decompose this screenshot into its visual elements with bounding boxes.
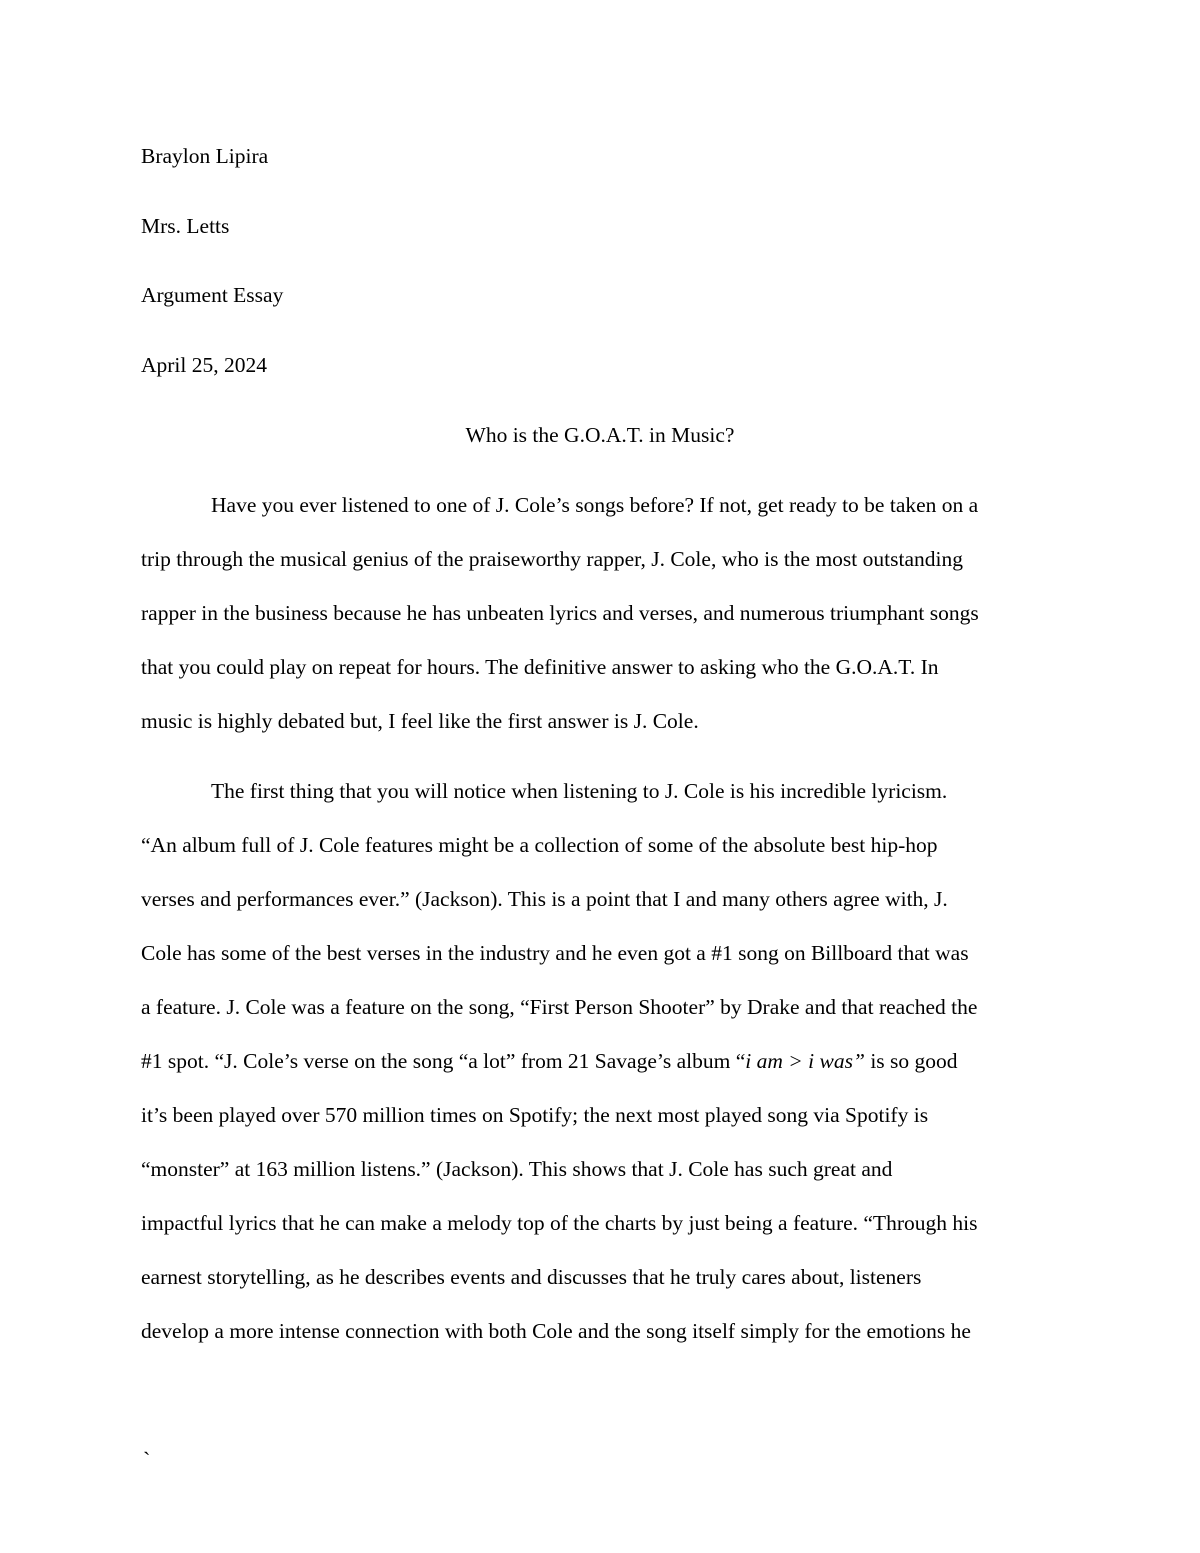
paragraph-2-line: The first thing that you will notice when listening to J. Cole is his incredible lyricism. xyxy=(211,779,948,803)
album-title-italic: i am > i was” xyxy=(745,1049,865,1073)
paragraph-2-line: “An album full of J. Cole features might be a collection of some of the absolute best hip-hop xyxy=(141,833,938,857)
footer-mark: ` xyxy=(143,1447,151,1472)
paragraph-1-line: trip through the musical genius of the praiseworthy rapper, J. Cole, who is the most outstanding xyxy=(141,547,963,571)
paragraph-2-line: develop a more intense connection with both Cole and the song itself simply for the emotions he xyxy=(141,1319,971,1343)
teacher-name: Mrs. Letts xyxy=(141,214,230,238)
paragraph-2-line: a feature. J. Cole was a feature on the song, “First Person Shooter” by Drake and that reached the xyxy=(141,995,978,1019)
essay-date: April 25, 2024 xyxy=(141,353,268,377)
paragraph-1-line: that you could play on repeat for hours. The definitive answer to asking who the G.O.A.T. In xyxy=(141,655,939,679)
paragraph-2-line: it’s been played over 570 million times on Spotify; the next most played song via Spotify is xyxy=(141,1103,929,1127)
paragraph-1-line: rapper in the business because he has unbeaten lyrics and verses, and numerous triumphant songs xyxy=(141,601,979,625)
paragraph-2-line: “monster” at 163 million listens.” (Jackson). This shows that J. Cole has such great and xyxy=(141,1157,893,1181)
essay-title: Who is the G.O.A.T. in Music? xyxy=(465,423,735,447)
line-text: is so good xyxy=(864,1049,958,1073)
line-text: #1 spot. “J. Cole’s verse on the song “a lot” from 21 Savage’s album “ xyxy=(141,1049,746,1073)
paragraph-2-line: earnest storytelling, as he describes events and discusses that he truly cares about, listeners xyxy=(141,1265,922,1289)
paragraph-2-line: impactful lyrics that he can make a melody top of the charts by just being a feature. “Through his xyxy=(141,1211,978,1235)
paragraph-2-line xyxy=(141,1043,958,1079)
author-name: Braylon Lipira xyxy=(141,144,269,168)
paragraph-1-line: Have you ever listened to one of J. Cole’s songs before? If not, get ready to be taken on a xyxy=(211,493,979,517)
paragraph-2-line: Cole has some of the best verses in the industry and he even got a #1 song on Billboard that was xyxy=(141,941,969,965)
paragraph-1-line: music is highly debated but, I feel like the first answer is J. Cole. xyxy=(141,709,699,733)
assignment-name: Argument Essay xyxy=(141,283,284,307)
paragraph-2-line: verses and performances ever.” (Jackson). This is a point that I and many others agree with, J. xyxy=(141,887,948,911)
